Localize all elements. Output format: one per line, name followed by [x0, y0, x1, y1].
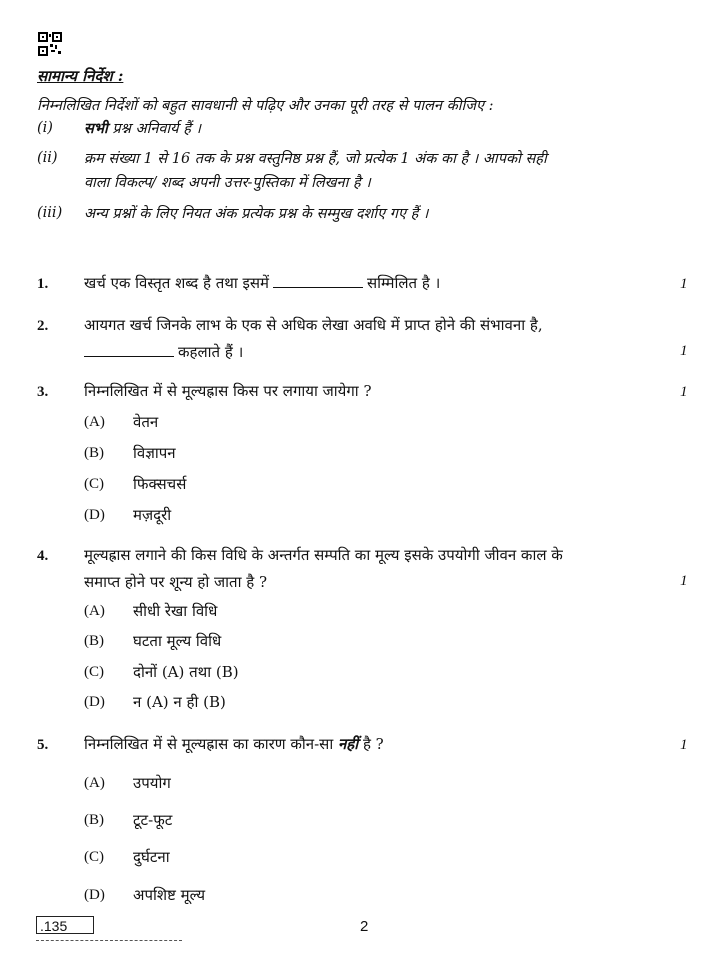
question-text — [84, 312, 654, 366]
question-number: 4. — [37, 548, 49, 564]
question-line — [84, 339, 654, 366]
instructions-intro: निम्नलिखित निर्देशों को बहुत सावधानी से पढ़िए और उनका पूरी तरह से पालन कीजिए : — [37, 98, 494, 114]
option-text: न (A) न ही (B) — [133, 693, 226, 711]
option-letter: (C) — [84, 664, 104, 680]
instruction-text: अन्य प्रश्नों के लिए नियत अंक प्रत्येक प्रश्न के सम्मुख दर्शाए गए हैं । — [84, 206, 429, 222]
question-text — [84, 542, 654, 596]
option-text: वेतन — [133, 413, 159, 431]
question-marks: 1 — [680, 276, 688, 292]
question-line: समाप्त होने पर शून्य हो जाता है ? — [84, 573, 268, 591]
option-text: मज़दूरी — [133, 506, 172, 524]
instruction-number: (i) — [37, 120, 53, 136]
question-text — [84, 270, 654, 297]
option-text: सीधी रेखा विधि — [133, 602, 218, 620]
paper-code: .135 — [36, 916, 94, 934]
qr-code-icon — [38, 32, 62, 56]
option-letter: (C) — [84, 849, 104, 865]
option-text: फिक्सचर्स — [133, 475, 187, 493]
question-number: 5. — [37, 737, 49, 753]
instruction-line: क्रम संख्या 1 से 16 तक के प्रश्न वस्तुनिष्ठ प्रश्न हैं, जो प्रत्येक 1 अंक का है । आपको सही — [84, 151, 547, 167]
question-number: 2. — [37, 318, 49, 334]
question-number: 3. — [37, 384, 49, 400]
option-letter: (D) — [84, 507, 105, 523]
option-text: दुर्घटना — [133, 848, 170, 866]
answer-blank — [84, 342, 174, 357]
option-text: उपयोग — [133, 774, 171, 792]
option-text: दोनों (A) तथा (B) — [133, 663, 239, 681]
answer-blank — [273, 273, 363, 288]
question-line: आयगत खर्च जिनके लाभ के एक से अधिक लेखा अवधि में प्राप्त होने की संभावना है, — [84, 316, 543, 334]
question-emphasis: नहीं — [337, 735, 359, 753]
question-line: मूल्यह्रास लगाने की किस विधि के अन्तर्गत सम्पति का मूल्य इसके उपयोगी जीवन काल के — [84, 546, 563, 564]
instruction-text: प्रश्न अनिवार्य हैं । — [107, 121, 202, 137]
instruction-number: (iii) — [37, 205, 63, 221]
question-text-part: खर्च एक विस्तृत शब्द है तथा इसमें — [84, 274, 269, 292]
question-text-part: निम्नलिखित में से मूल्यह्रास का कारण कौन-सा — [84, 735, 334, 753]
instruction-item — [84, 117, 664, 141]
question-text-part: सम्मिलित है । — [367, 274, 441, 292]
option-text: टूट-फूट — [133, 811, 173, 829]
question-marks: 1 — [680, 384, 688, 400]
option-text: विज्ञापन — [133, 444, 176, 462]
option-letter: (B) — [84, 633, 104, 649]
instruction-emphasis: सभी — [84, 120, 108, 137]
instruction-line: वाला विकल्प/ शब्द अपनी उत्तर-पुस्तिका में लिखना है । — [84, 175, 371, 191]
question-marks: 1 — [680, 343, 688, 359]
question-text — [84, 731, 654, 758]
option-letter: (C) — [84, 476, 104, 492]
question-text-part: कहलाते हैं । — [178, 343, 244, 361]
question-marks: 1 — [680, 573, 688, 589]
option-letter: (A) — [84, 603, 105, 619]
option-letter: (D) — [84, 694, 105, 710]
option-letter: (B) — [84, 445, 104, 461]
instruction-number: (ii) — [37, 150, 58, 166]
question-marks: 1 — [680, 737, 688, 753]
instruction-item — [84, 147, 664, 195]
page-number: 2 — [360, 918, 369, 935]
option-letter: (D) — [84, 887, 105, 903]
question-text-part: है ? — [358, 735, 384, 753]
option-letter: (A) — [84, 775, 105, 791]
option-text: घटता मूल्य विधि — [133, 632, 222, 650]
footer-divider — [36, 940, 182, 941]
option-letter: (A) — [84, 414, 105, 430]
question-number: 1. — [37, 276, 49, 292]
option-letter: (B) — [84, 812, 104, 828]
instructions-heading: सामान्य निर्देश : — [37, 67, 124, 85]
option-text: अपशिष्ट मूल्य — [133, 886, 206, 904]
question-text: निम्नलिखित में से मूल्यह्रास किस पर लगाया जायेगा ? — [84, 382, 372, 400]
